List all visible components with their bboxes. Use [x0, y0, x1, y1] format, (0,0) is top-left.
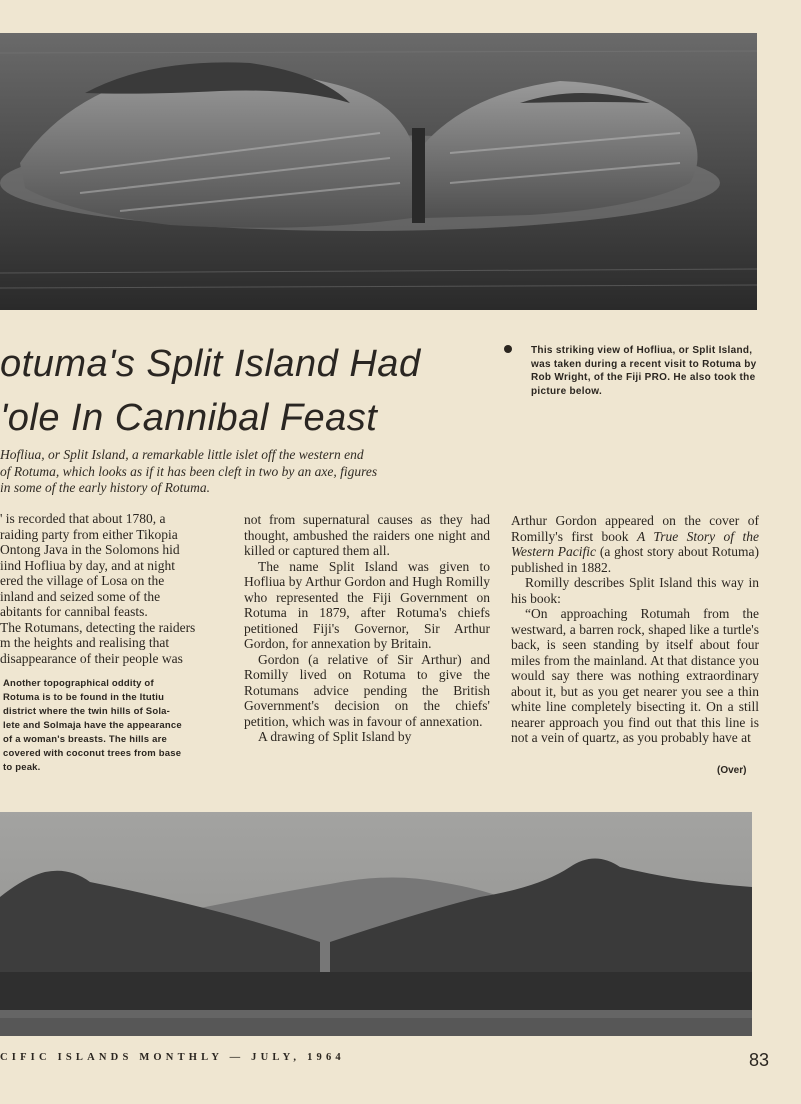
top-photo — [0, 33, 757, 310]
col1-line: ered the village of Losa on the — [0, 573, 165, 588]
col1-line: Ontong Java in the Solomons hid — [0, 542, 180, 557]
column-2 — [244, 512, 490, 745]
headline-line-2: 'ole In Cannibal Feast — [0, 397, 378, 439]
intro-line: of Rotuma, which looks as if it has been cleft in two by an axe, figures — [0, 463, 378, 479]
col3-paragraph: “On approaching Rotumah from the westward, a barren rock, shaped like a turtle's back, is seen standing by itself about four miles from the mainland. At that distance you would say there was nothing extraordinary about it, but as you get nearer you see a thin white line completely bisecting it. On a still nearer approach you find out that this line is not a vein of quartz, as you probably have at — [511, 606, 759, 745]
intro-line: Hofliua, or Split Island, a remarkable little islet off the western end — [0, 447, 364, 462]
bullet-icon — [504, 345, 512, 353]
column-1 — [0, 511, 223, 666]
caption-line: covered with coconut trees from base — [3, 748, 182, 759]
book-title: A True Story of the Western Pacific — [511, 528, 759, 559]
col2-paragraph: A drawing of Split Island by — [258, 729, 412, 744]
caption-line: Another topographical oddity of — [3, 678, 154, 689]
col1-line: disappearance of their people was — [0, 650, 183, 666]
col1-line: ' is recorded that about 1780, a — [0, 511, 166, 526]
col3-text: Arthur Gordon appeared on the cover of Romilly's first book — [511, 513, 759, 544]
page-number: 83 — [749, 1050, 770, 1070]
col1-line: inland and seized some of the — [0, 588, 161, 604]
col2-paragraph: Gordon (a relative of Sir Arthur) and Romilly lived on Rotuma to give the Rotumans advice pending the British Government's decision on the chiefs' petition, which was in favour of annexation. — [244, 651, 490, 729]
intro-line: in some of the early history of Rotuma. — [0, 480, 210, 495]
intro-paragraph — [0, 447, 480, 497]
bottom-photo — [0, 812, 752, 1036]
caption-line: Rotuma is to be found in the Itutiu — [3, 692, 165, 703]
col1-line: The Rotumans, detecting the raiders — [0, 619, 196, 635]
twin-hills-photo — [0, 812, 752, 1036]
col1-line: abitants for cannibal feasts. — [0, 604, 148, 619]
caption-line: lete and Solmaja have the appearance — [3, 720, 182, 731]
caption-text: This striking view of Hofliua, or Split Island, was taken during a recent visit to Rotuma by Rob Wright, of the Fiji PRO. He also took the picture below. — [531, 345, 757, 397]
headline — [0, 337, 470, 445]
footer-running-title: CIFIC ISLANDS MONTHLY — JULY, 1964 — [0, 1052, 345, 1063]
col3-paragraph: Romilly describes Split Island this way in his book: — [511, 575, 759, 606]
col2-paragraph: The name Split Island was given to Hofliua by Arthur Gordon and Hugh Romilly who represented the Fiji Government on Rotuma in 1879, after Rotuma's chiefs petitioned Fiji's Governor, Sir Arthur Gordon, for annexation by Britain. — [244, 558, 490, 651]
caption-line: of a woman's breasts. The hills are — [3, 734, 167, 745]
split-island-photo — [0, 33, 757, 310]
photo-caption-bottom — [3, 677, 225, 775]
continued-label: (Over) — [717, 765, 747, 776]
column-3 — [511, 513, 759, 746]
col1-line: m the heights and realising that — [0, 635, 170, 650]
caption-line: to peak. — [3, 762, 41, 773]
caption-line: district where the twin hills of Sola- — [3, 706, 171, 717]
col1-line: iind Hofliua by day, and at night — [0, 557, 175, 573]
headline-line-1: otuma's Split Island Had — [0, 343, 421, 385]
col3-paragraph — [511, 513, 759, 575]
col3-text: (a ghost story about Rotuma) published in 1882. — [511, 544, 759, 575]
photo-caption-top — [512, 344, 762, 398]
col1-line: raiding party from either Tikopia — [0, 526, 178, 542]
col2-paragraph: not from supernatural causes as they had thought, ambushed the raiders one night and killed or captured them all. — [244, 512, 490, 558]
